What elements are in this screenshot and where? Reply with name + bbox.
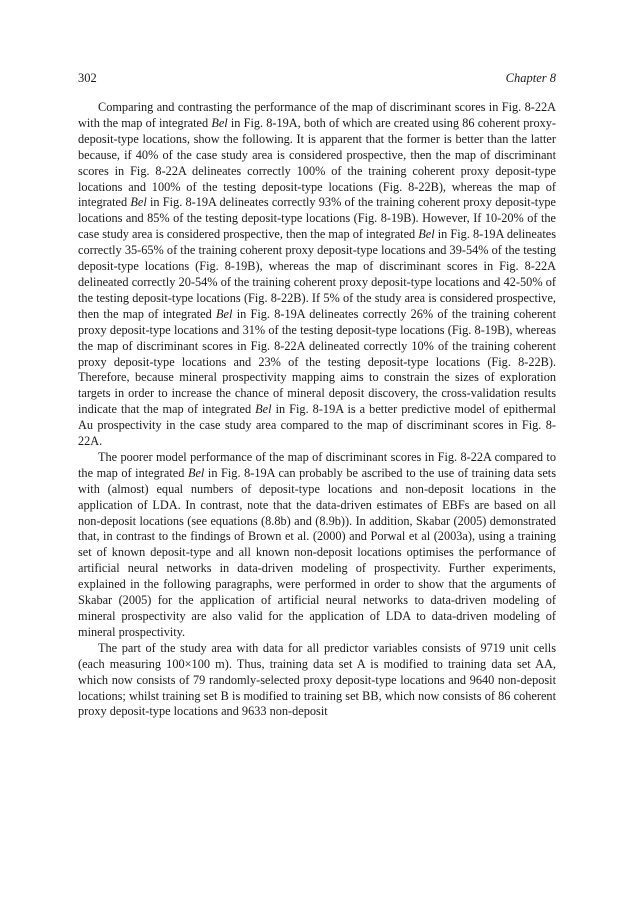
italic-term: Bel xyxy=(255,402,272,417)
italic-term: Bel xyxy=(187,465,205,480)
page-header xyxy=(78,70,556,86)
paragraph: Comparing and contrasting the performance of the map of discriminant scores in Fig. 8-22A with the map of integrated Bel in Fig. 8-19A, both of which are created using 86 coherent proxy-deposit-type locations, show the following. It is apparent that the former is better than the latter because, if 40% of the case study area is considered prospective, then the map of discriminant scores in Fig. 8-22A delineates correctly 100% of the training coherent proxy deposit-type locations and 100% of the testing deposit-type locations (Fig. 8-22B), whereas the map of integrated Bel in Fig. 8-19A delineates correctly 93% of the training coherent proxy deposit-type locations and 85% of the testing deposit-type locations (Fig. 8-19B). However, If 10-20% of the case study area is considered prospective, then the map of integrated Bel in Fig. 8-19A delineates correctly 35-65% of the training coherent proxy deposit-type locations and 39-54% of the testing deposit-type locations (Fig. 8-19B), whereas the map of discriminant scores in Fig. 8-22A delineated correctly 20-54% of the training coherent proxy deposit-type locations and 42-50% of the testing deposit-type locations (Fig. 8-22B). If 5% of the study area is considered prospective, then the map of integrated Bel in Fig. 8-19A delineates correctly 26% of the training coherent proxy deposit-type locations and 31% of the testing deposit-type locations (Fig. 8-19B), whereas the map of discriminant scores in Fig. 8-22A delineated correctly 10% of the training coherent proxy deposit-type locations and 23% of the testing deposit-type locations (Fig. 8-22B). Therefore, because mineral prospectivity mapping aims to constrain the sizes of exploration targets in order to increase the chance of mineral deposit discovery, the cross-validation results indicate that the map of integrated Bel in Fig. 8-19A is a better predictive model of epithermal Au prospectivity in the case study area compared to the map of discriminant scores in Fig. 8-22A. xyxy=(78,100,557,449)
page-number: 302 xyxy=(78,71,97,85)
paragraph: The poorer model performance of the map of discriminant scores in Fig. 8-22A compared to the map of integrated Bel in Fig. 8-19A can probably be ascribed to the use of training data sets with (almost) equal numbers of deposit-type locations and non-deposit locations in the application of LDA. In contrast, note that the data-driven estimates of EBFs are based on all non-deposit locations (see equations (8.8b) and (8.9b)). In addition, Skabar (2005) demonstrated that, in contrast to the findings of Brown et al. (2000) and Porwal et al (2003a), using a training set of known deposit-type and all known non-deposit locations optimises the performance of artificial neural networks in data-driven modeling of prospectivity. Further experiments, explained in the following paragraphs, were performed in order to show that the arguments of Skabar (2005) for the application of artificial neural networks to data-driven modeling of mineral prospectivity are also valid for the application of LDA to data-driven modeling of mineral prospectivity. xyxy=(78,449,556,639)
paragraph: The part of the study area with data for all predictor variables consists of 9719 unit cells (each measuring 100×100 m). Thus, training data set A is modified to training data set AA, which now consists of 79 randomly-selected proxy deposit-type locations and 9640 non-deposit locations; whilst training set B is modified to training set BB, which now consists of 86 coherent proxy deposit-type locations and 9633 non-deposit xyxy=(78,640,556,719)
running-head: Chapter 8 xyxy=(505,71,556,85)
body-text xyxy=(78,100,556,720)
italic-term: Bel xyxy=(418,227,435,242)
italic-term: Bel xyxy=(211,115,228,130)
italic-term: Bel xyxy=(216,306,233,321)
italic-term: Bel xyxy=(130,195,147,210)
